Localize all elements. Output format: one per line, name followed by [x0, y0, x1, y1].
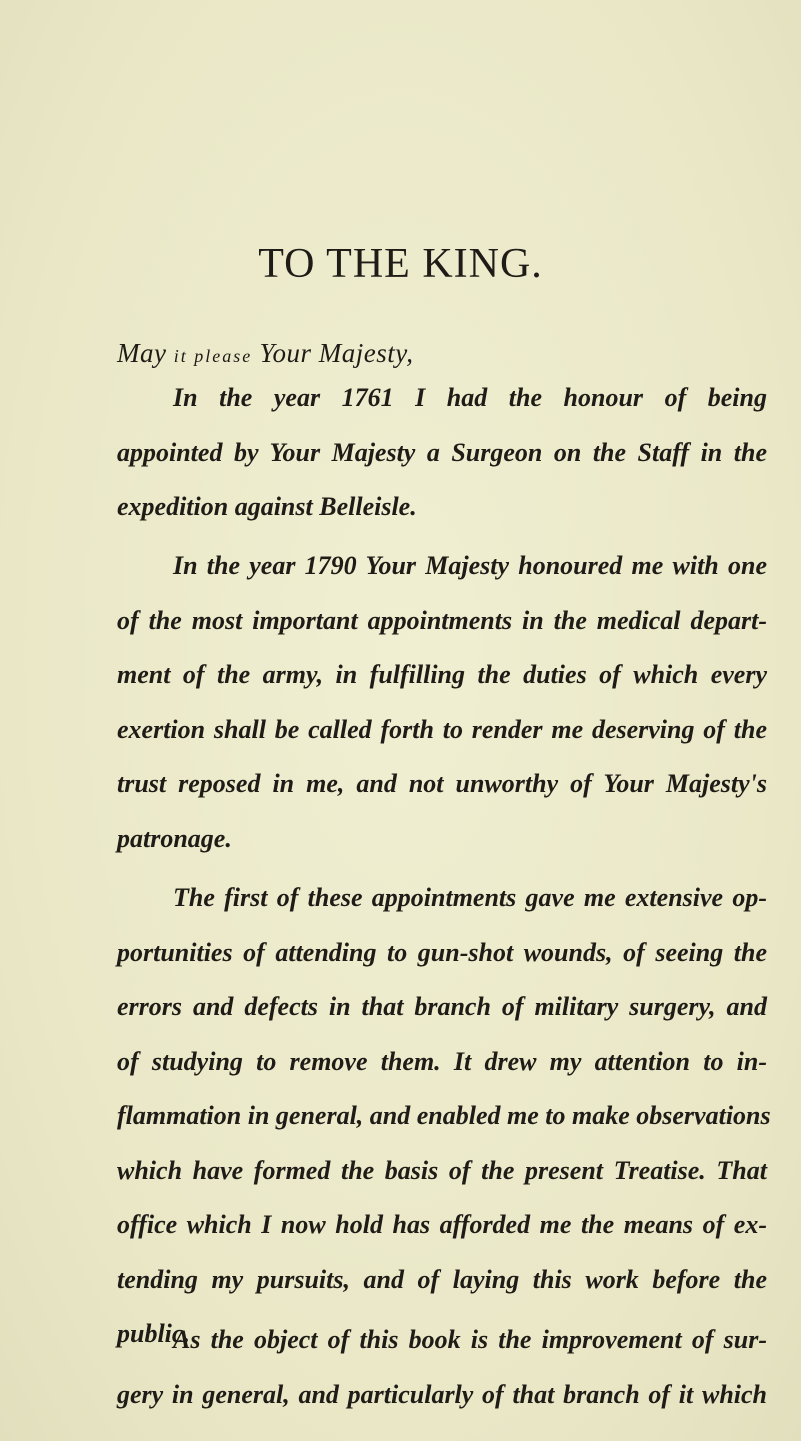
paragraph-line: The first of these appointments gave me extensive op- [173, 883, 767, 912]
page-title: TO THE KING. [258, 241, 543, 287]
paragraph-line: As the object of this book is the improvement of sur- [173, 1325, 767, 1354]
paragraph-line: flammation in general, and enabled me to make observations [117, 1101, 771, 1130]
paragraph-line: which have formed the basis of the present Treatise. That [117, 1155, 767, 1185]
paragraph-line: office which I now hold has afforded me the means of ex- [117, 1210, 767, 1239]
paragraph-line: portunities of attending to gun-shot wounds, of seeing the [117, 937, 767, 967]
paragraph-line: ment of the army, in fulfilling the duties of which every [117, 660, 767, 689]
paragraph-line: public. [117, 1319, 190, 1348]
paragraph-1 [117, 371, 767, 535]
paragraph-line: expedition against Belleisle. [117, 492, 417, 521]
paragraph-2 [117, 539, 767, 866]
paragraph-line: trust reposed in me, and not unworthy of Your Majesty's [117, 769, 767, 798]
paragraph-line: of the most important appointments in the medical depart- [117, 605, 767, 635]
salutation [117, 338, 414, 369]
paragraph-line: errors and defects in that branch of military surgery, and [117, 992, 767, 1021]
salutation-your: Your [259, 338, 312, 368]
paragraph-3 [117, 871, 771, 1362]
paragraph-4 [117, 1313, 767, 1422]
paragraph-line: patronage. [117, 823, 232, 853]
paragraph-line: of studying to remove them. It drew my attention to in- [117, 1046, 767, 1076]
salutation-majesty: Majesty, [318, 338, 414, 368]
paragraph-line: In the year 1761 I had the honour of being [173, 383, 767, 412]
paragraph-line: In the year 1790 Your Majesty honoured me with one [173, 551, 767, 580]
paragraph-line: exertion shall be called forth to render me deserving of the [117, 714, 767, 744]
paragraph-line: gery in general, and particularly of that branch of it which [117, 1379, 767, 1409]
salutation-it-please: it please [173, 346, 253, 366]
paragraph-line: tending my pursuits, and of laying this work before the [117, 1264, 767, 1294]
salutation-may: May [117, 338, 167, 368]
paragraph-line: appointed by Your Majesty a Surgeon on the Staff in the [117, 437, 767, 467]
